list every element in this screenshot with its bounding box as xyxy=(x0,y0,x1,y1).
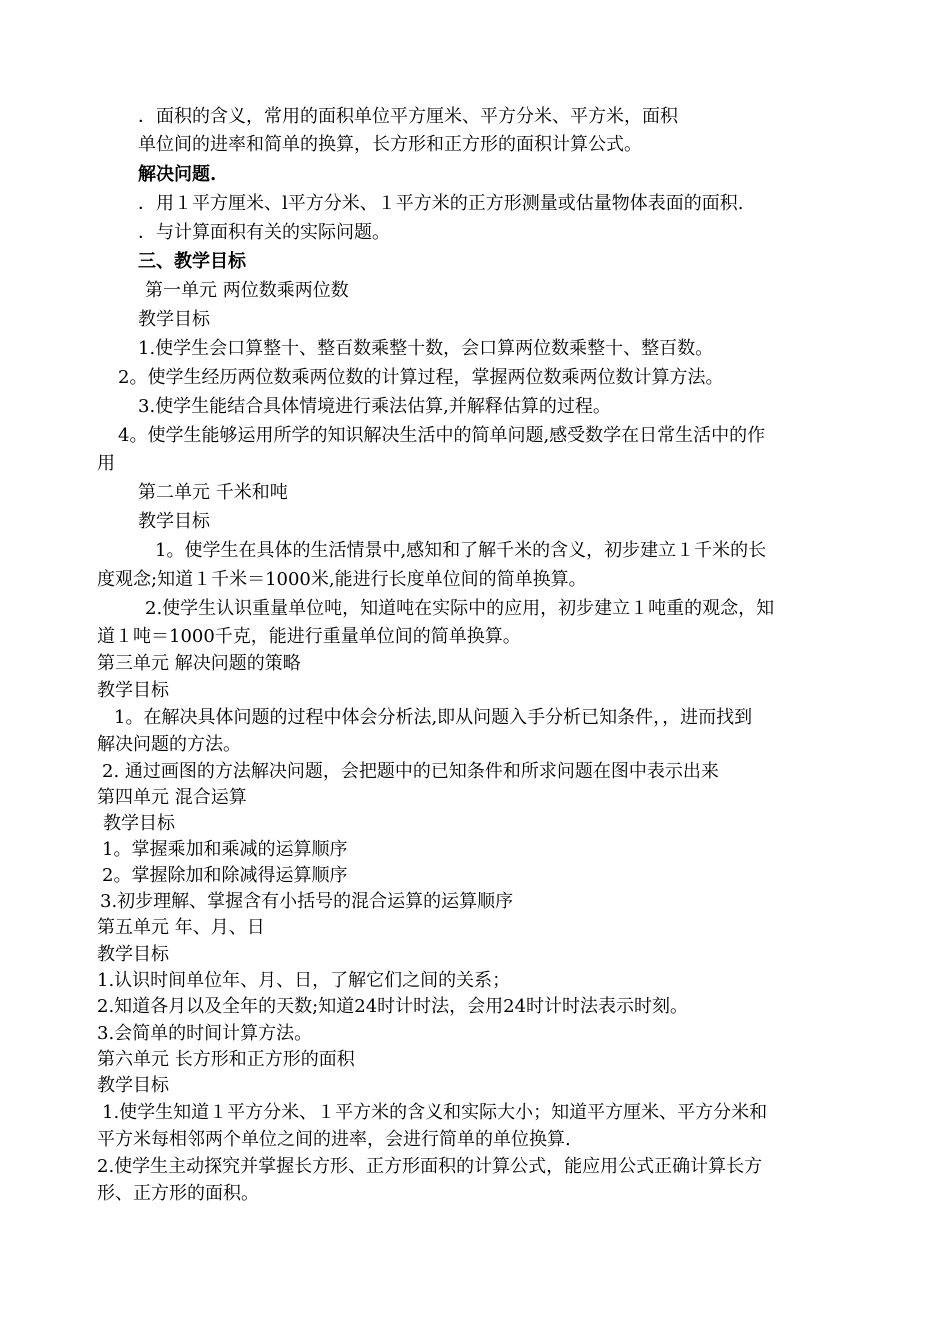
subheading: 教学目标 xyxy=(97,1075,169,1096)
text-line: 单位间的进率和简单的换算，长方形和正方形的面积计算公式。 xyxy=(138,134,642,155)
text-line: 2.知道各月以及全年的天数;知道24时计时法，会用24时计时法表示时刻。 xyxy=(97,996,689,1017)
text-line: 1。掌握乘加和乘减的运算顺序 xyxy=(102,839,348,860)
text-line: 1.使学生知道１平方分米、１平方米的含义和实际大小；知道平方厘米、平方分米和 xyxy=(102,1102,768,1123)
section-heading: 解决问题. xyxy=(138,164,217,185)
text-line: 度观念;知道１千米＝1000米,能进行长度单位间的简单换算。 xyxy=(97,569,587,590)
unit-title: 第二单元 千米和吨 xyxy=(138,482,288,503)
text-line: 3.初步理解、掌握含有小括号的混合运算的运算顺序 xyxy=(100,891,514,912)
subheading: 教学目标 xyxy=(138,309,210,330)
text-line: 道１吨＝1000千克，能进行重量单位间的简单换算。 xyxy=(97,626,521,647)
unit-title: 第三单元 解决问题的策略 xyxy=(97,653,301,674)
text-line: 3.使学生能结合具体情境进行乘法估算,并解释估算的过程。 xyxy=(138,396,611,417)
text-line: 解决问题的方法。 xyxy=(97,734,241,755)
text-line: 2. 通过画图的方法解决问题，会把题中的已知条件和所求问题在图中表示出来 xyxy=(102,761,719,782)
unit-title: 第四单元 混合运算 xyxy=(97,787,247,808)
text-line: 3.会简单的时间计算方法。 xyxy=(97,1023,313,1044)
subheading: 教学目标 xyxy=(97,680,169,701)
text-line: 2。掌握除加和除减得运算顺序 xyxy=(102,865,348,886)
unit-title: 第五单元 年、月、日 xyxy=(97,917,265,938)
text-line: 2.使学生认识重量单位吨，知道吨在实际中的应用，初步建立１吨重的观念，知 xyxy=(145,598,775,619)
text-line: 1。使学生在具体的生活情景中,感知和了解千米的含义，初步建立１千米的长 xyxy=(155,540,767,561)
text-line: 1.使学生会口算整十、整百数乘整十数，会口算两位数乘整十、整百数。 xyxy=(138,338,714,359)
subheading: 教学目标 xyxy=(103,813,175,834)
text-line: 形、正方形的面积。 xyxy=(97,1183,259,1204)
unit-title: 第六单元 长方形和正方形的面积 xyxy=(97,1049,355,1070)
text-line: 2。使学生经历两位数乘两位数的计算过程，掌握两位数乘两位数计算方法。 xyxy=(118,367,724,388)
section-heading: 三、教学目标 xyxy=(138,251,246,272)
text-line: 平方米每相邻两个单位之间的进率，会进行简单的单位换算. xyxy=(97,1129,571,1150)
text-line: 1。在解决具体问题的过程中体会分析法,即从问题入手分析已知条件，，进而找到 xyxy=(114,707,753,728)
text-line: 1.认识时间单位年、月、日，了解它们之间的关系； xyxy=(97,970,511,991)
text-line: 用 xyxy=(97,453,115,474)
subheading: 教学目标 xyxy=(97,944,169,965)
text-line: ．面积的含义，常用的面积单位平方厘米、平方分米、平方米，面积 xyxy=(138,106,678,127)
text-line: 4。使学生能够运用所学的知识解决生活中的简单问题,感受数学在日常生活中的作 xyxy=(118,425,766,446)
text-line: ．用１平方厘米、l平方分米、１平方米的正方形测量或估量物体表面的面积. xyxy=(138,193,744,214)
unit-title: 第一单元 两位数乘两位数 xyxy=(145,280,349,301)
text-line: 2.使学生主动探究并掌握长方形、正方形面积的计算公式，能应用公式正确计算长方 xyxy=(97,1156,763,1177)
subheading: 教学目标 xyxy=(138,511,210,532)
text-line: ．与计算面积有关的实际问题。 xyxy=(138,222,390,243)
